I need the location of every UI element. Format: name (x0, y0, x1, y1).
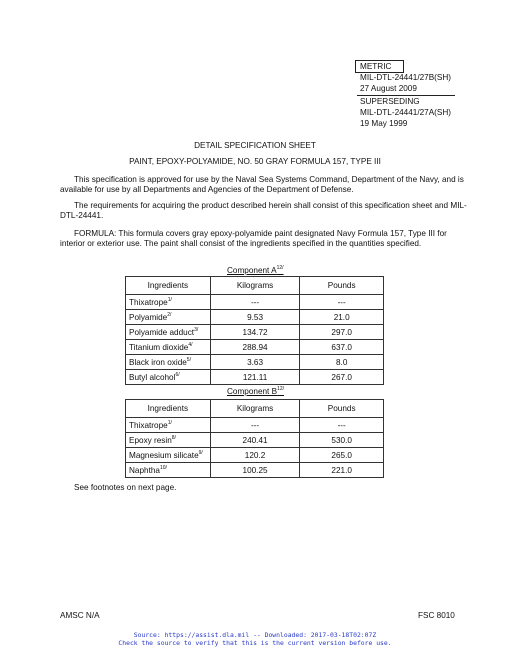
pounds-header: Pounds (300, 277, 384, 295)
table-header-row (126, 277, 384, 295)
superseded-document-date: 19 May 1999 (360, 119, 408, 128)
kilograms-header: Kilograms (210, 277, 300, 295)
ingredient-name: Thixatrope$^{1/}$ (126, 418, 211, 433)
source-line: Source: https://assist.dla.mil -- Downloaded: 2017-03-18T02:07Z (133, 631, 377, 639)
verification-line: Check the source to verify that this is the current version before use. (118, 639, 392, 647)
kilograms-value: 120.2 (210, 448, 300, 463)
kilograms-header: Kilograms (210, 400, 300, 418)
footnote-reference: See footnotes on next page. (74, 483, 177, 492)
fsc-label: FSC 8010 (418, 611, 455, 620)
table-row (126, 355, 384, 370)
table-row (126, 448, 384, 463)
formula-paragraph: FORMULA: This formula covers gray epoxy-polyamide paint designated Navy Formula 157, Type III for interior or exterior use. The paint shall consist of the ingredients specified in the quantities specified. (60, 229, 447, 248)
pounds-header: Pounds (300, 400, 384, 418)
ingredient-name: Polyamide$^{2/}$ (126, 310, 211, 325)
table-row (126, 295, 384, 310)
amsc-label: AMSC N/A (60, 611, 100, 620)
ingredient-name: Magnesium silicate$^{9/}$ (126, 448, 211, 463)
ingredient-name: Butyl alcohol$^{6/}$ (126, 370, 211, 385)
component-b-table (125, 399, 384, 478)
kilograms-value: --- (210, 418, 300, 433)
document-id: MIL-DTL-24441/27B(SH) (360, 73, 452, 82)
ingredient-name: Naphtha$^{10/}$ (126, 463, 211, 478)
pounds-value: 265.0 (300, 448, 384, 463)
subject-title: PAINT, EPOXY-POLYAMIDE, NO. 50 GRAY FORMULA 157, TYPE III (129, 157, 381, 166)
table-row (126, 433, 384, 448)
ingredient-name: Titanium dioxide$^{4/}$ (126, 340, 211, 355)
pounds-value: 637.0 (300, 340, 384, 355)
document-date: 27 August 2009 (360, 84, 417, 93)
component-a-caption: Component $A^{12/}$ (227, 265, 284, 275)
table-row (126, 418, 384, 433)
pounds-value: 221.0 (300, 463, 384, 478)
table-row (126, 310, 384, 325)
pounds-value: --- (300, 295, 384, 310)
kilograms-value: 3.63 (210, 355, 300, 370)
table-row (126, 340, 384, 355)
table-row (126, 463, 384, 478)
pounds-value: 297.0 (300, 325, 384, 340)
kilograms-value: 134.72 (210, 325, 300, 340)
kilograms-value: 240.41 (210, 433, 300, 448)
sheet-title: DETAIL SPECIFICATION SHEET (194, 141, 316, 150)
kilograms-value: 100.25 (210, 463, 300, 478)
superseding-label: SUPERSEDING (360, 97, 420, 106)
ingredient-name: Black iron oxide$^{5/}$ (126, 355, 211, 370)
kilograms-value: 9.53 (210, 310, 300, 325)
pounds-value: --- (300, 418, 384, 433)
ingredient-name: Polyamide adduct$^{3/}$ (126, 325, 211, 340)
requirements-paragraph: The requirements for acquiring the product described herein shall consist of this specification sheet and MIL-DTL-24441. (60, 201, 467, 220)
pounds-value: 530.0 (300, 433, 384, 448)
metric-label: METRIC (355, 60, 404, 73)
component-b-caption: Component $B^{12/}$ (227, 386, 285, 396)
table-row (126, 325, 384, 340)
ingredient-name: Thixatrope$^{1/}$ (126, 295, 211, 310)
table-row (126, 370, 384, 385)
pounds-value: 21.0 (300, 310, 384, 325)
pounds-value: 8.0 (300, 355, 384, 370)
approval-paragraph: This specification is approved for use by the Naval Sea Systems Command, Department of the Navy, and is available for use by all Departments and Agencies of the Department of Defense. (60, 175, 464, 194)
kilograms-value: --- (210, 295, 300, 310)
table-header-row (126, 400, 384, 418)
superseded-document-id: MIL-DTL-24441/27A(SH) (360, 108, 452, 117)
component-a-table (125, 276, 384, 385)
kilograms-value: 288.94 (210, 340, 300, 355)
ingredients-header: Ingredients (126, 400, 211, 418)
ingredient-name: Epoxy resin$^{8/}$ (126, 433, 211, 448)
pounds-value: 267.0 (300, 370, 384, 385)
ingredients-header: Ingredients (126, 277, 211, 295)
kilograms-value: 121.11 (210, 370, 300, 385)
